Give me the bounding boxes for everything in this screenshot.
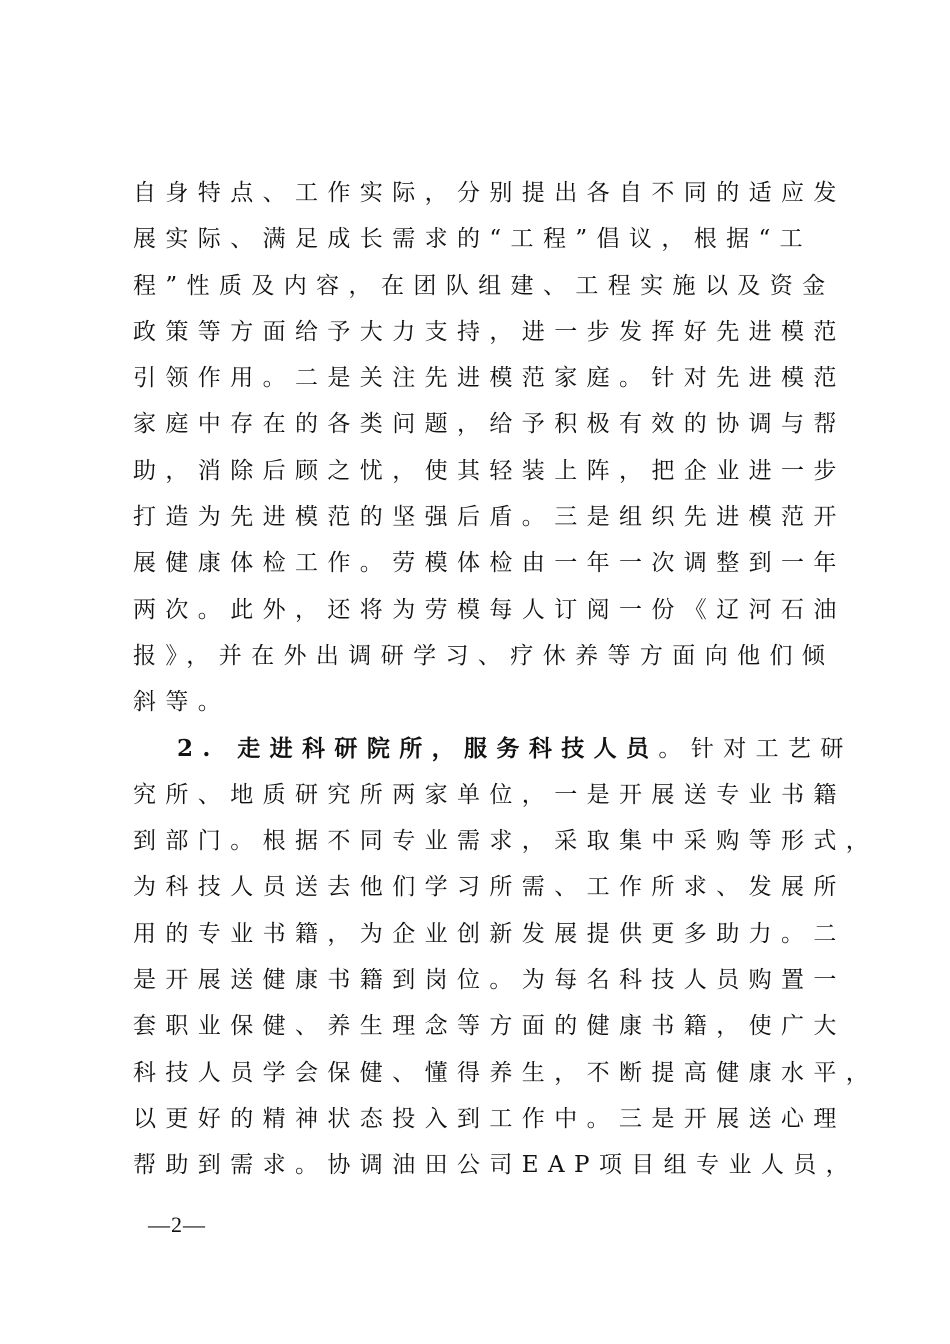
text-line: 展健康体检工作。劳模体检由一年一次调整到一年 (133, 550, 846, 577)
text-line: 政策等方面给予大力支持，进一步发挥好先进模范 (133, 318, 846, 345)
text-line: 程”性质及内容，在团队组建、工程实施以及资金 (133, 272, 835, 299)
text-line: 帮助到需求。协调油田公司EAP项目组专业人员， (133, 1152, 859, 1179)
text-line: 斜等。 (133, 689, 231, 716)
text-line: 到部门。根据不同专业需求，采取集中采购等形式， (133, 828, 879, 855)
text-line: 是开展送健康书籍到岗位。为每名科技人员购置一 (133, 967, 846, 994)
text-line: 用的专业书籍，为企业创新发展提供更多助力。二 (133, 920, 846, 947)
text-line: 报》，并在外出调研学习、疗休养等方面向他们倾 (133, 642, 835, 669)
text-line: 以更好的精神状态投入到工作中。三是开展送心理 (133, 1105, 846, 1132)
text-fragment: 。针对工艺研 (658, 735, 853, 762)
text-line: 科技人员学会保健、懂得养生，不断提高健康水平， (133, 1059, 879, 1086)
text-line: 究所、地质研究所两家单位，一是开展送专业书籍 (133, 781, 846, 808)
text-line: 为科技人员送去他们学习所需、工作所求、发展所 (133, 874, 846, 901)
text-line: 自身特点、工作实际，分别提出各自不同的适应发 (133, 180, 846, 206)
text-line: 家庭中存在的各类问题，给予积极有效的协调与帮 (133, 411, 846, 438)
text-line: 套职业保健、养生理念等方面的健康书籍，使广大 (133, 1013, 846, 1040)
section-heading: 2. 走进科研院所，服务科技人员 (177, 734, 659, 762)
page-number: —2— (148, 1212, 206, 1237)
text-line: 两次。此外，还将为劳模每人订阅一份《辽河石油 (133, 596, 846, 623)
text-line: 引领作用。二是关注先进模范家庭。针对先进模范 (133, 365, 846, 392)
section-heading-line (133, 726, 853, 772)
text-line: 展实际、满足成长需求的“工程”倡议，根据“工 (133, 226, 813, 253)
body-text (133, 170, 879, 1189)
text-line: 打造为先进模范的坚强后盾。三是组织先进模范开 (133, 504, 846, 531)
text-line: 助，消除后顾之忧，使其轻装上阵，把企业进一步 (133, 457, 846, 484)
